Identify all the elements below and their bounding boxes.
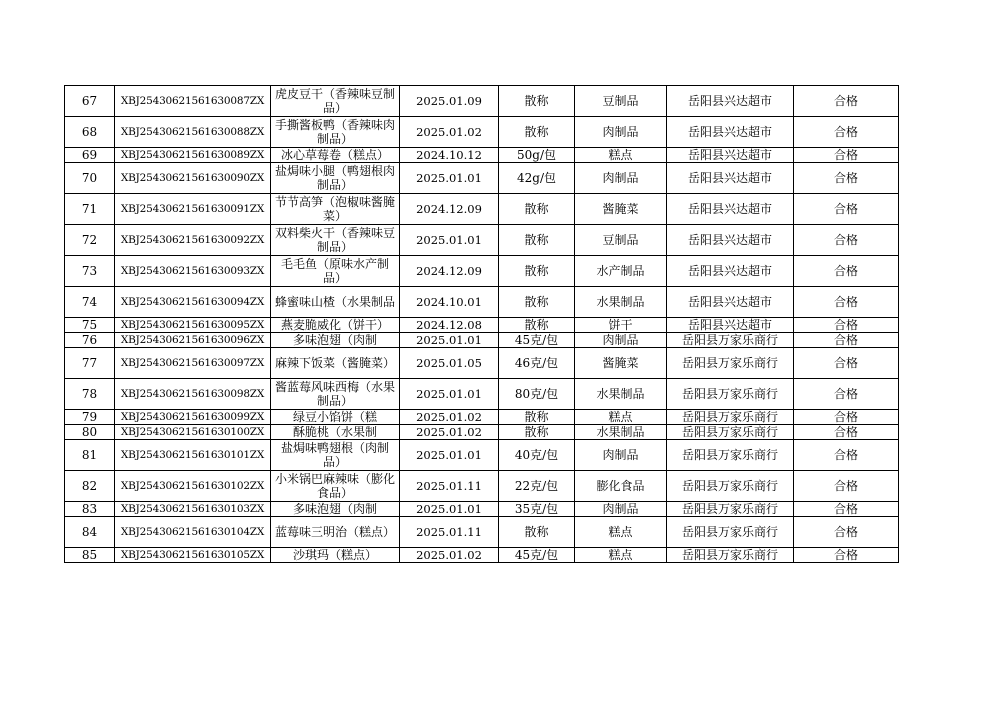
row-number-cell: 78 <box>65 379 115 410</box>
sample-code-cell: XBJ25430621561630090ZX <box>115 163 271 194</box>
store-name-cell: 岳阳县兴达超市 <box>667 117 794 148</box>
product-name-cell: 冰心草莓卷（糕点） <box>271 148 400 163</box>
result-cell: 合格 <box>794 86 899 117</box>
store-name-cell: 岳阳县兴达超市 <box>667 256 794 287</box>
food-category-cell: 肉制品 <box>575 440 667 471</box>
table-row <box>65 117 899 148</box>
product-name-cell: 蓝莓味三明治（糕点） <box>271 517 400 548</box>
food-category-cell: 肉制品 <box>575 333 667 348</box>
row-number-cell: 81 <box>65 440 115 471</box>
result-cell: 合格 <box>794 440 899 471</box>
production-date-cell: 2025.01.02 <box>400 117 499 148</box>
store-name-cell: 岳阳县万家乐商行 <box>667 548 794 563</box>
product-name-cell: 手撕酱板鸭（香辣味肉制品） <box>271 117 400 148</box>
sample-code-cell: XBJ25430621561630100ZX <box>115 425 271 440</box>
production-date-cell: 2024.10.12 <box>400 148 499 163</box>
table-row <box>65 379 899 410</box>
table-row <box>65 86 899 117</box>
row-number-cell: 85 <box>65 548 115 563</box>
result-cell: 合格 <box>794 502 899 517</box>
product-name-cell: 麻辣下饭菜（酱腌菜） <box>271 348 400 379</box>
specification-cell: 80克/包 <box>499 379 575 410</box>
food-category-cell: 饼干 <box>575 318 667 333</box>
production-date-cell: 2024.12.09 <box>400 256 499 287</box>
result-cell: 合格 <box>794 225 899 256</box>
product-name-cell: 毛毛鱼（原味水产制品） <box>271 256 400 287</box>
result-cell: 合格 <box>794 318 899 333</box>
food-category-cell: 肉制品 <box>575 117 667 148</box>
production-date-cell: 2025.01.09 <box>400 86 499 117</box>
product-name-cell: 盐焗味鸭翅根（肉制品） <box>271 440 400 471</box>
store-name-cell: 岳阳县万家乐商行 <box>667 425 794 440</box>
table-row <box>65 148 899 163</box>
food-category-cell: 水果制品 <box>575 425 667 440</box>
table-row <box>65 225 899 256</box>
inspection-results-table <box>64 85 899 563</box>
row-number-cell: 83 <box>65 502 115 517</box>
result-cell: 合格 <box>794 548 899 563</box>
food-category-cell: 糕点 <box>575 410 667 425</box>
row-number-cell: 70 <box>65 163 115 194</box>
row-number-cell: 75 <box>65 318 115 333</box>
sample-code-cell: XBJ25430621561630097ZX <box>115 348 271 379</box>
food-category-cell: 酱腌菜 <box>575 194 667 225</box>
food-category-cell: 酱腌菜 <box>575 348 667 379</box>
store-name-cell: 岳阳县万家乐商行 <box>667 348 794 379</box>
row-number-cell: 72 <box>65 225 115 256</box>
sample-code-cell: XBJ25430621561630104ZX <box>115 517 271 548</box>
production-date-cell: 2025.01.02 <box>400 425 499 440</box>
table-row <box>65 517 899 548</box>
sample-code-cell: XBJ25430621561630098ZX <box>115 379 271 410</box>
specification-cell: 散称 <box>499 225 575 256</box>
specification-cell: 散称 <box>499 117 575 148</box>
food-category-cell: 糕点 <box>575 548 667 563</box>
sample-code-cell: XBJ25430621561630101ZX <box>115 440 271 471</box>
table-row <box>65 333 899 348</box>
sample-code-cell: XBJ25430621561630095ZX <box>115 318 271 333</box>
production-date-cell: 2025.01.01 <box>400 502 499 517</box>
result-cell: 合格 <box>794 348 899 379</box>
store-name-cell: 岳阳县万家乐商行 <box>667 410 794 425</box>
store-name-cell: 岳阳县兴达超市 <box>667 163 794 194</box>
food-category-cell: 糕点 <box>575 517 667 548</box>
specification-cell: 45克/包 <box>499 333 575 348</box>
production-date-cell: 2024.12.08 <box>400 318 499 333</box>
specification-cell: 35克/包 <box>499 502 575 517</box>
result-cell: 合格 <box>794 333 899 348</box>
specification-cell: 散称 <box>499 287 575 318</box>
store-name-cell: 岳阳县兴达超市 <box>667 287 794 318</box>
store-name-cell: 岳阳县万家乐商行 <box>667 517 794 548</box>
specification-cell: 散称 <box>499 86 575 117</box>
row-number-cell: 74 <box>65 287 115 318</box>
sample-code-cell: XBJ25430621561630105ZX <box>115 548 271 563</box>
sample-code-cell: XBJ25430621561630087ZX <box>115 86 271 117</box>
row-number-cell: 82 <box>65 471 115 502</box>
production-date-cell: 2025.01.11 <box>400 471 499 502</box>
table-row <box>65 194 899 225</box>
result-cell: 合格 <box>794 425 899 440</box>
specification-cell: 散称 <box>499 425 575 440</box>
production-date-cell: 2025.01.02 <box>400 410 499 425</box>
table-row <box>65 163 899 194</box>
row-number-cell: 76 <box>65 333 115 348</box>
result-cell: 合格 <box>794 379 899 410</box>
production-date-cell: 2024.12.09 <box>400 194 499 225</box>
food-category-cell: 水产制品 <box>575 256 667 287</box>
store-name-cell: 岳阳县万家乐商行 <box>667 333 794 348</box>
production-date-cell: 2025.01.11 <box>400 517 499 548</box>
sample-code-cell: XBJ25430621561630103ZX <box>115 502 271 517</box>
table-row <box>65 425 899 440</box>
food-category-cell: 豆制品 <box>575 225 667 256</box>
result-cell: 合格 <box>794 517 899 548</box>
specification-cell: 散称 <box>499 318 575 333</box>
product-name-cell: 盐焗味小腿（鸭翅根肉制品） <box>271 163 400 194</box>
sample-code-cell: XBJ25430621561630092ZX <box>115 225 271 256</box>
specification-cell: 22克/包 <box>499 471 575 502</box>
result-cell: 合格 <box>794 471 899 502</box>
specification-cell: 散称 <box>499 410 575 425</box>
table-row <box>65 287 899 318</box>
row-number-cell: 67 <box>65 86 115 117</box>
product-name-cell: 节节高笋（泡椒味酱腌菜） <box>271 194 400 225</box>
row-number-cell: 68 <box>65 117 115 148</box>
product-name-cell: 酱蓝莓风味西梅（水果制品） <box>271 379 400 410</box>
store-name-cell: 岳阳县万家乐商行 <box>667 502 794 517</box>
product-name-cell: 小米锅巴麻辣味（膨化食品） <box>271 471 400 502</box>
store-name-cell: 岳阳县万家乐商行 <box>667 471 794 502</box>
product-name-cell: 酥脆桃（水果制 <box>271 425 400 440</box>
product-name-cell: 多味泡翅（肉制 <box>271 502 400 517</box>
specification-cell: 40克/包 <box>499 440 575 471</box>
table-row <box>65 548 899 563</box>
result-cell: 合格 <box>794 163 899 194</box>
food-category-cell: 糕点 <box>575 148 667 163</box>
food-category-cell: 肉制品 <box>575 163 667 194</box>
specification-cell: 散称 <box>499 517 575 548</box>
production-date-cell: 2025.01.01 <box>400 379 499 410</box>
food-category-cell: 水果制品 <box>575 379 667 410</box>
production-date-cell: 2025.01.01 <box>400 225 499 256</box>
product-name-cell: 蜂蜜味山楂（水果制品 <box>271 287 400 318</box>
row-number-cell: 84 <box>65 517 115 548</box>
row-number-cell: 69 <box>65 148 115 163</box>
specification-cell: 散称 <box>499 194 575 225</box>
food-category-cell: 肉制品 <box>575 502 667 517</box>
table-body <box>65 86 899 563</box>
production-date-cell: 2025.01.02 <box>400 548 499 563</box>
food-category-cell: 水果制品 <box>575 287 667 318</box>
result-cell: 合格 <box>794 287 899 318</box>
result-cell: 合格 <box>794 117 899 148</box>
table-row <box>65 471 899 502</box>
row-number-cell: 73 <box>65 256 115 287</box>
result-cell: 合格 <box>794 410 899 425</box>
table-row <box>65 502 899 517</box>
product-name-cell: 绿豆小馅饼（糕 <box>271 410 400 425</box>
specification-cell: 46克/包 <box>499 348 575 379</box>
production-date-cell: 2025.01.01 <box>400 163 499 194</box>
row-number-cell: 77 <box>65 348 115 379</box>
sample-code-cell: XBJ25430621561630093ZX <box>115 256 271 287</box>
production-date-cell: 2025.01.01 <box>400 440 499 471</box>
specification-cell: 45克/包 <box>499 548 575 563</box>
product-name-cell: 双料柴火干（香辣味豆制品） <box>271 225 400 256</box>
table-row <box>65 256 899 287</box>
product-name-cell: 燕麦脆威化（饼干） <box>271 318 400 333</box>
sample-code-cell: XBJ25430621561630088ZX <box>115 117 271 148</box>
table-row <box>65 410 899 425</box>
store-name-cell: 岳阳县兴达超市 <box>667 225 794 256</box>
food-category-cell: 豆制品 <box>575 86 667 117</box>
store-name-cell: 岳阳县兴达超市 <box>667 318 794 333</box>
result-cell: 合格 <box>794 256 899 287</box>
table-row <box>65 348 899 379</box>
table-row <box>65 440 899 471</box>
production-date-cell: 2025.01.01 <box>400 333 499 348</box>
specification-cell: 50g/包 <box>499 148 575 163</box>
store-name-cell: 岳阳县兴达超市 <box>667 194 794 225</box>
sample-code-cell: XBJ25430621561630099ZX <box>115 410 271 425</box>
sample-code-cell: XBJ25430621561630089ZX <box>115 148 271 163</box>
specification-cell: 散称 <box>499 256 575 287</box>
production-date-cell: 2024.10.01 <box>400 287 499 318</box>
sample-code-cell: XBJ25430621561630091ZX <box>115 194 271 225</box>
result-cell: 合格 <box>794 148 899 163</box>
store-name-cell: 岳阳县兴达超市 <box>667 148 794 163</box>
production-date-cell: 2025.01.05 <box>400 348 499 379</box>
store-name-cell: 岳阳县兴达超市 <box>667 86 794 117</box>
specification-cell: 42g/包 <box>499 163 575 194</box>
product-name-cell: 虎皮豆干（香辣味豆制品） <box>271 86 400 117</box>
food-category-cell: 膨化食品 <box>575 471 667 502</box>
store-name-cell: 岳阳县万家乐商行 <box>667 440 794 471</box>
table-row <box>65 318 899 333</box>
product-name-cell: 沙琪玛（糕点） <box>271 548 400 563</box>
store-name-cell: 岳阳县万家乐商行 <box>667 379 794 410</box>
row-number-cell: 71 <box>65 194 115 225</box>
product-name-cell: 多味泡翅（肉制 <box>271 333 400 348</box>
row-number-cell: 79 <box>65 410 115 425</box>
sample-code-cell: XBJ25430621561630102ZX <box>115 471 271 502</box>
result-cell: 合格 <box>794 194 899 225</box>
sample-code-cell: XBJ25430621561630096ZX <box>115 333 271 348</box>
row-number-cell: 80 <box>65 425 115 440</box>
sample-code-cell: XBJ25430621561630094ZX <box>115 287 271 318</box>
